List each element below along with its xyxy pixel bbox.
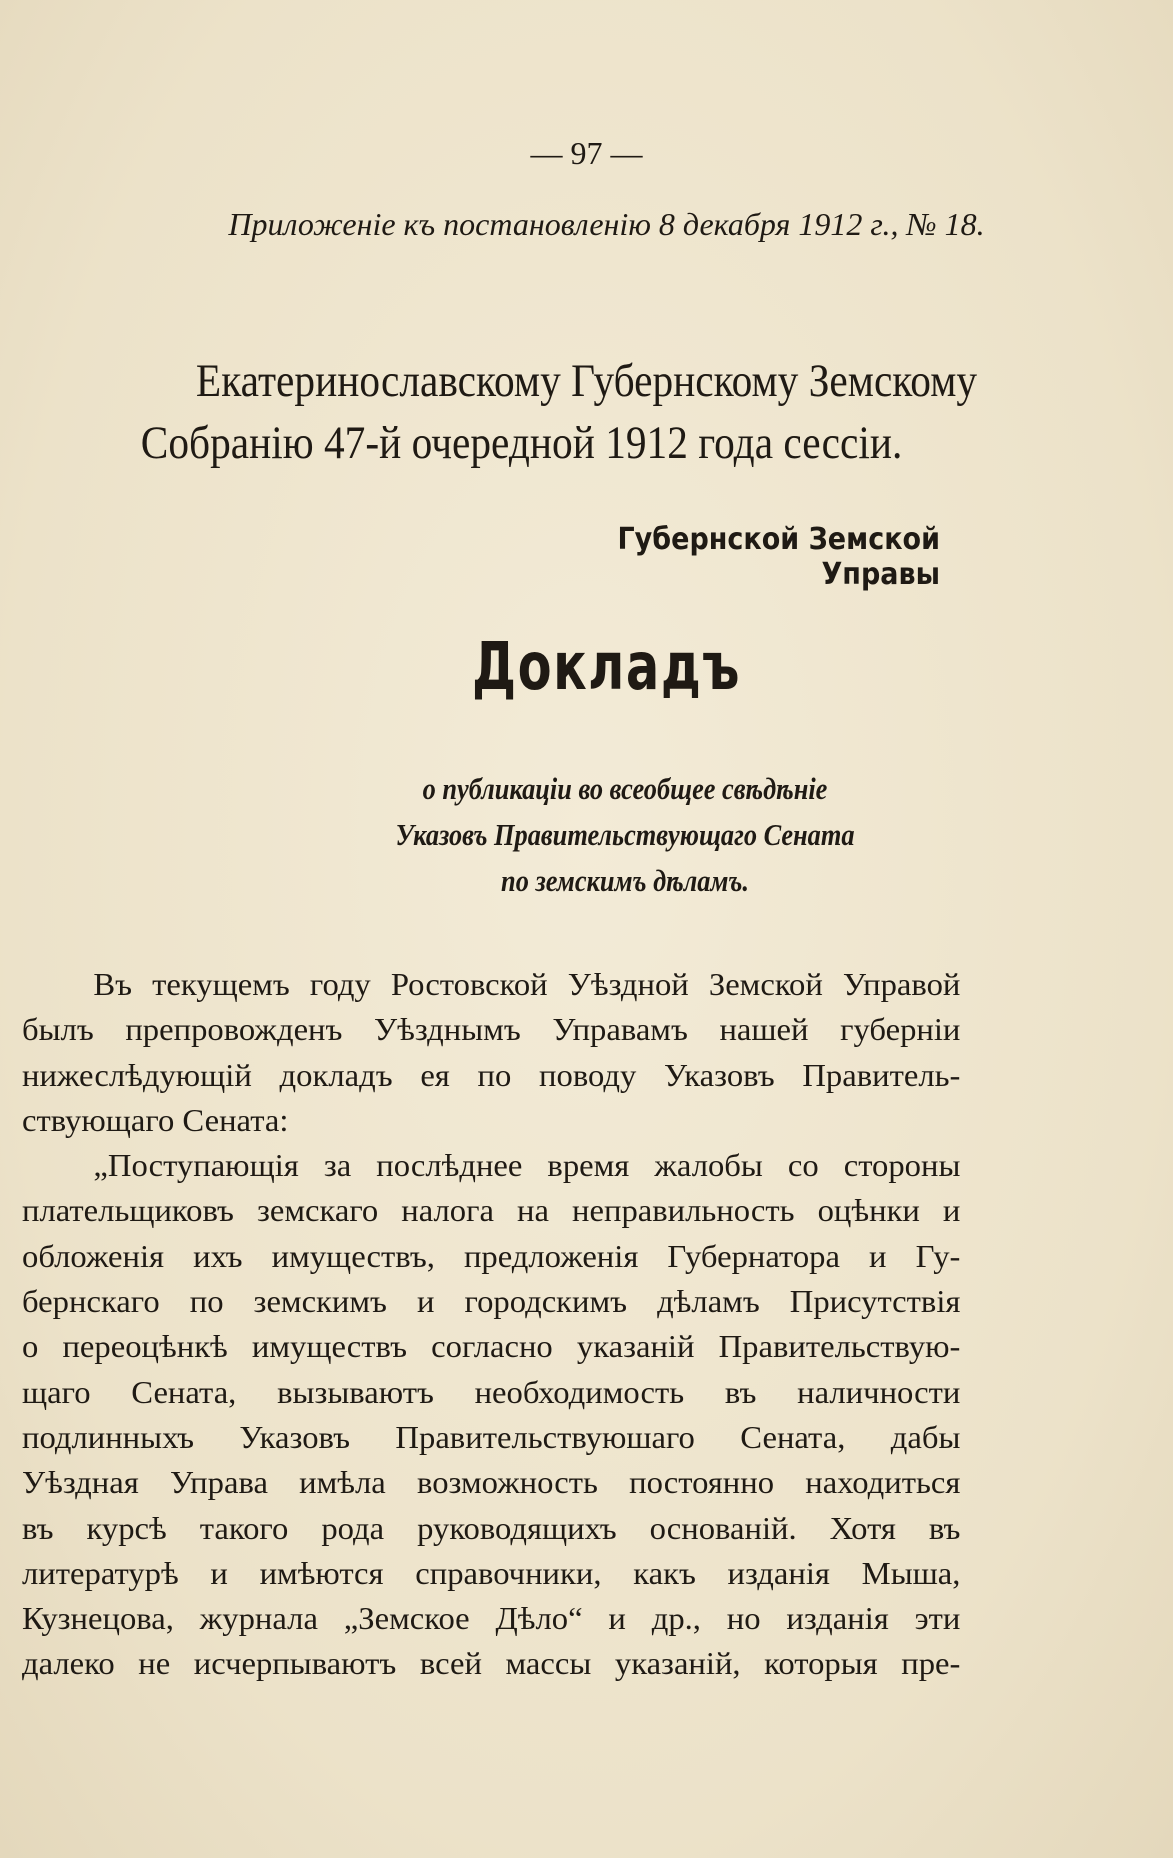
body-line: щаго Сената, вызываютъ необходимость въ наличности [22, 1373, 961, 1410]
body-line: о переоцѣнкѣ имуществъ согласно указаній Правительствую- [22, 1328, 961, 1365]
body-line: далеко не исчерпываютъ всей массы указаній, которыя пре- [22, 1645, 961, 1682]
body-line: „Поступающія за послѣднее время жалобы со стороны [93, 1147, 961, 1184]
body-line: бернскаго по земскимъ и городскимъ дѣламъ Присутствія [22, 1283, 961, 1320]
body-line: былъ препровожденъ Уѣзднымъ Управамъ нашей губерніи [22, 1011, 961, 1048]
document-title [70, 350, 1102, 474]
body-line: ствующаго Сената: [22, 1101, 289, 1138]
body-line: литературѣ и имѣются справочники, какъ изданія Мыша, [22, 1554, 961, 1591]
body-text [22, 962, 960, 1687]
subject-line: Указовъ Правительствующаго Сената [395, 817, 855, 852]
body-line: Кузнецова, журнала „Земское Дѣло“ и др., но изданія эти [22, 1600, 961, 1637]
body-line: плательщиковъ земскаго налога на неправильность оцѣнки и [22, 1192, 961, 1229]
report-subject [349, 766, 902, 904]
subject-line: о публикаціи во всеобщее свѣдѣніе [422, 771, 828, 806]
body-line: Въ текущемъ году Ростовской Уѣздной Земской Управой [93, 966, 961, 1002]
annex-note: Приложеніе къ постановленію 8 декабря 1912 г., № 18. [228, 206, 985, 242]
board-heading: Губернской Земской Управы [617, 522, 940, 592]
page-number: — 97 — [530, 135, 643, 171]
body-line: въ курсѣ такого рода руководящихъ основаній. Хотя въ [22, 1509, 961, 1546]
body-line: подлинныхъ Указовъ Правительствуюшаго Сената, дабы [22, 1418, 961, 1455]
report-heading: Докладъ [471, 628, 742, 705]
body-line: Уѣздная Управа имѣла возможность постоянно находиться [22, 1464, 961, 1501]
subject-line: по земскимъ дѣламъ. [501, 863, 749, 898]
title-line-1: Екатеринославскому Губернскому Земскому [195, 355, 978, 407]
body-line: обложенія ихъ имуществъ, предложенія Губернатора и Гу- [22, 1237, 961, 1274]
title-line-2: Собранію 47-й очередной 1912 года сессіи. [140, 417, 903, 469]
body-line: нижеслѣдующій докладъ ея по поводу Указовъ Правитель- [22, 1056, 961, 1093]
